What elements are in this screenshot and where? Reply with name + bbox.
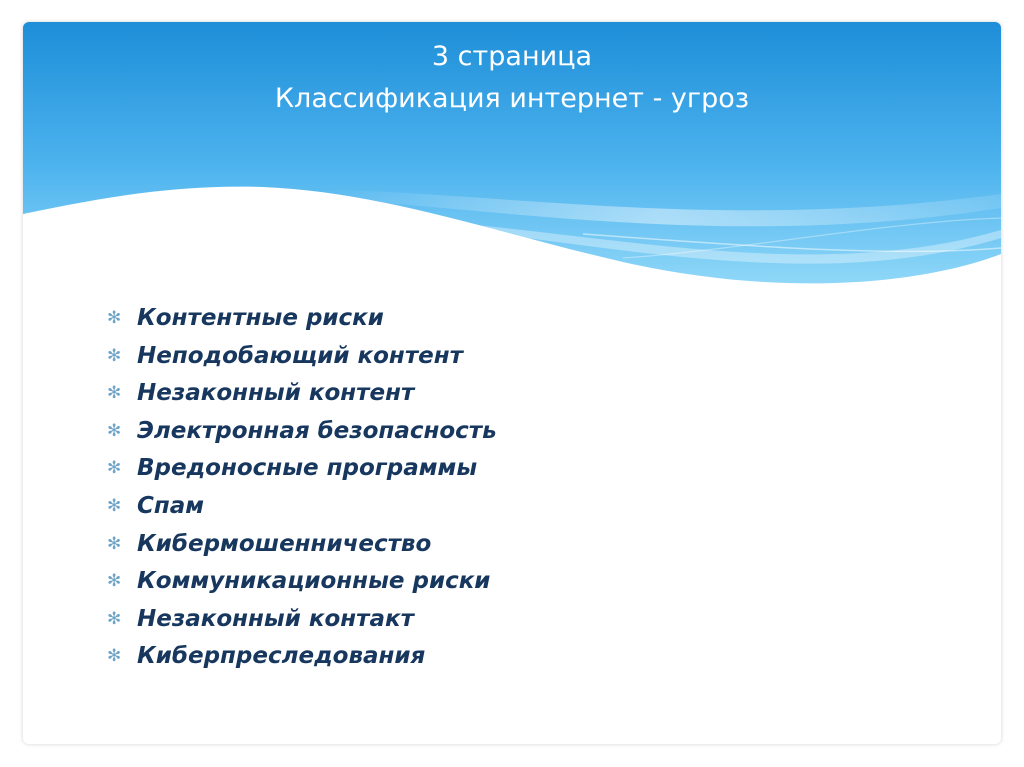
list-item: ✻ Неподобающий контент — [107, 338, 497, 376]
title-line-page: 3 страница — [431, 41, 593, 72]
asterisk-icon: ✻ — [107, 420, 122, 441]
list-item: ✻ Незаконный контакт — [107, 601, 497, 639]
list-item: ✻ Контентные риски — [107, 300, 497, 338]
asterisk-icon: ✻ — [107, 308, 122, 328]
slide-title — [23, 36, 1001, 120]
list-item: ✻ Коммуникационные риски — [107, 563, 497, 601]
asterisk-icon: ✻ — [107, 495, 122, 516]
asterisk-icon: ✻ — [107, 608, 122, 629]
list-item: ✻ Киберпреследования — [107, 638, 497, 676]
threat-list — [107, 300, 497, 676]
title-line-heading: Классификация интернет - угроз — [274, 83, 750, 114]
list-item: ✻ Вредоносные программы — [107, 450, 497, 488]
list-item: ✻ Кибермошенничество — [107, 526, 497, 564]
asterisk-icon: ✻ — [107, 646, 122, 667]
asterisk-icon: ✻ — [107, 533, 122, 554]
asterisk-icon: ✻ — [107, 571, 122, 592]
list-item: ✻ Незаконный контент — [107, 375, 497, 413]
asterisk-icon: ✻ — [107, 383, 122, 404]
slide — [23, 22, 1001, 744]
list-item: ✻ Электронная безопасность — [107, 413, 497, 451]
list-item: ✻ Спам — [107, 488, 497, 526]
asterisk-icon: ✻ — [107, 458, 122, 479]
asterisk-icon: ✻ — [107, 345, 122, 366]
